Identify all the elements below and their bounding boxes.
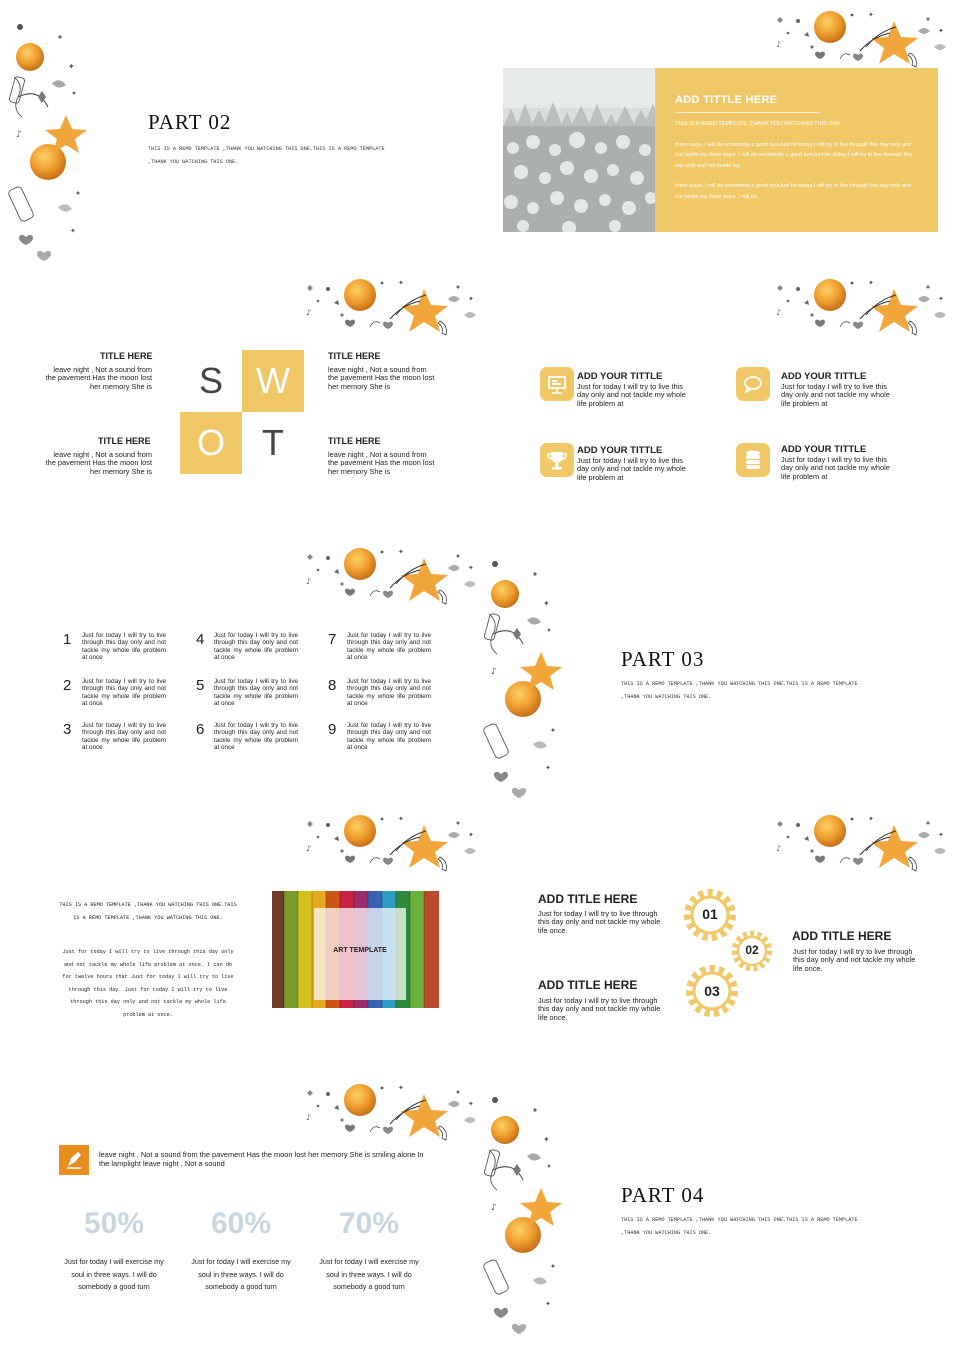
gear-title-1: ADD TITLE HERE <box>538 892 638 906</box>
item-number-9: 9 <box>328 721 337 738</box>
item-number-5: 5 <box>196 677 205 694</box>
doodle-corner-decoration <box>298 544 478 606</box>
swot-letter-o: O <box>180 412 242 474</box>
part-subtitle: THIS IS A REMO TEMPLATE ,THANK YOU WATCHING THIS ONE.THIS IS A REMO TEMPLATE ,THANK YOU WATCHING THIS ONE. <box>148 146 385 165</box>
item-text-2: Just for today I will try to live through this day only and not tackle my whole life problem at once <box>82 678 166 707</box>
swot-text-4: leave night , Not a sound from the pavement Has the moon lost her memory She is <box>328 450 435 476</box>
stat-text-2: Just for today I will exercise my soul in three ways. I will do somebody a good turn <box>191 1257 291 1291</box>
slide-percentages <box>8 1080 478 1340</box>
gear-label-01: 01 <box>702 906 718 922</box>
swot-text-3: leave night , Not a sound from the pavement Has the moon lost her memory She is <box>45 450 152 476</box>
stat-text-3: Just for today I will exercise my soul in three ways. I will do somebody a good turn <box>319 1257 419 1291</box>
snowy-forest-photo <box>503 68 655 232</box>
feature-text-4: Just for today I will try to live this day only and not tackle my whole life problem at <box>781 455 890 481</box>
body-text: Just for today I will try to live through this day only and not tackle my whole life problem at once. I can do for twelve hours that Just for today I will try to live through this day. Just for today I will try to live through this day only and not tackle my whole life problem at once. <box>62 949 234 1018</box>
part-subtitle: THIS IS A REMO TEMPLATE ,THANK YOU WATCHING THIS ONE.THIS IS A REMO TEMPLATE ,THANK YOU WATCHING THIS ONE. <box>621 681 858 700</box>
stat-value-1: 50% <box>83 1207 145 1240</box>
gear-text-2: Just for today I will try to live through this day only and not tackle my whole life once. <box>793 947 916 973</box>
doodle-corner-decoration <box>768 7 953 69</box>
intro-text: THIS IS A REMO TEMPLATE ,THANK YOU WATCHING THIS ONE.THIS IS A REMO TEMPLATE ,THANK YOU WATCHING THIS ONE. <box>59 902 237 921</box>
panel-paragraph-2: three ways. I will do somebody a good turnJust for today I will try to live through this day only and not tackle my three ways. I will do <box>675 183 912 200</box>
stat-text-1: Just for today I will exercise my soul in three ways. I will do somebody a good turn <box>64 1257 164 1291</box>
slide-four-features <box>483 275 953 535</box>
feature-title-2: ADD YOUR TITTLE <box>781 371 867 382</box>
colored-pencils-image <box>272 891 439 1008</box>
swot-title-2: TITLE HERE <box>328 351 381 361</box>
gear-title-2: ADD TITLE HERE <box>792 929 892 943</box>
part-title: PART 04 <box>621 1183 705 1207</box>
gear-label-02: 02 <box>745 943 759 957</box>
slide-gears <box>483 811 953 1071</box>
feature-title-4: ADD YOUR TITTLE <box>781 444 867 455</box>
swot-title-3: TITLE HERE <box>98 436 151 446</box>
item-text-6: Just for today I will try to live through this day only and not tackle my whole life problem at once <box>214 722 298 751</box>
item-number-2: 2 <box>63 677 72 694</box>
yellow-text-panel <box>655 68 938 232</box>
presentation-icon <box>540 367 574 401</box>
feature-title-1: ADD YOUR TITTLE <box>577 371 663 382</box>
chat-icon <box>736 367 770 401</box>
panel-paragraph-1: three ways. I will do somebody a good turnJust for today I will try to live through this day only and not tackle my three ways. I will do somebody a good turnJust for today I will try to live through this day only and not tackle my <box>675 141 913 169</box>
item-number-1: 1 <box>63 631 72 648</box>
database-icon <box>736 443 770 477</box>
feature-title-3: ADD YOUR TITTLE <box>577 445 663 456</box>
item-number-4: 4 <box>196 631 205 648</box>
gear-text-1: Just for today I will try to live through this day only and not tackle my whole life once. <box>538 909 661 935</box>
part-title: PART 02 <box>148 110 232 134</box>
item-text-9: Just for today I will try to live through this day only and not tackle my whole life problem at once <box>347 722 431 751</box>
doodle-corner-decoration <box>298 1080 478 1142</box>
item-text-4: Just for today I will try to live through this day only and not tackle my whole life problem at once <box>214 632 298 661</box>
panel-subtitle: THIS IS A REMO TEMPLATE ,THANK YOU WATCHING THIS ONE <box>675 121 841 127</box>
swot-title-4: TITLE HERE <box>328 436 381 446</box>
panel-heading: ADD TITTLE HERE <box>675 94 778 106</box>
doodle-corner-decoration <box>768 811 953 873</box>
slide-part-04 <box>483 1080 953 1340</box>
doodle-side-decoration <box>8 7 98 267</box>
slide-part-03 <box>483 544 953 804</box>
swot-letter-t: T <box>242 412 304 474</box>
slide-part-02 <box>8 7 478 267</box>
slide-image-text <box>483 7 953 267</box>
gear-text-3: Just for today I will try to live through this day only and not tackle my whole life once. <box>538 996 661 1022</box>
stat-value-3: 70% <box>338 1207 400 1240</box>
doodle-corner-decoration <box>298 275 478 337</box>
slide-swot <box>8 275 478 535</box>
pencil-icon <box>59 1145 89 1175</box>
item-text-3: Just for today I will try to live through this day only and not tackle my whole life problem at once <box>82 722 166 751</box>
item-number-8: 8 <box>328 677 337 694</box>
panel-divider <box>675 112 820 113</box>
doodle-corner-decoration <box>768 275 953 337</box>
doodle-side-decoration <box>483 1080 573 1340</box>
art-template-label: ART TEMPLATE <box>333 947 387 954</box>
intro-text: leave night , Not a sound from the pavement Has the moon lost her memory She is smiling alone In the lamplight leave night , Not a sound <box>99 1150 424 1168</box>
gear-label-03: 03 <box>704 983 720 999</box>
feature-text-2: Just for today I will try to live this day only and not tackle my whole life problem at <box>781 382 890 408</box>
swot-letter-w: W <box>242 350 304 412</box>
item-number-3: 3 <box>63 721 72 738</box>
item-number-6: 6 <box>196 721 205 738</box>
feature-text-1: Just for today I will try to live this day only and not tackle my whole life problem at <box>577 382 686 408</box>
item-number-7: 7 <box>328 631 337 648</box>
part-title: PART 03 <box>621 647 705 671</box>
trophy-icon <box>540 443 574 477</box>
item-text-8: Just for today I will try to live through this day only and not tackle my whole life problem at once <box>347 678 431 707</box>
swot-title-1: TITLE HERE <box>100 351 153 361</box>
slide-numbered-list <box>8 544 478 804</box>
item-text-7: Just for today I will try to live through this day only and not tackle my whole life problem at once <box>347 632 431 661</box>
part-subtitle: THIS IS A REMO TEMPLATE ,THANK YOU WATCHING THIS ONE.THIS IS A REMO TEMPLATE ,THANK YOU WATCHING THIS ONE. <box>621 1217 858 1236</box>
swot-text-2: leave night , Not a sound from the pavement Has the moon lost her memory She is <box>328 365 435 391</box>
item-text-1: Just for today I will try to live through this day only and not tackle my whole life problem at once <box>82 632 166 661</box>
gear-title-3: ADD TITLE HERE <box>538 978 638 992</box>
item-text-5: Just for today I will try to live through this day only and not tackle my whole life problem at once <box>214 678 298 707</box>
doodle-corner-decoration <box>298 811 478 873</box>
slide-art-template <box>8 811 478 1071</box>
gear-graphic <box>676 881 796 1031</box>
feature-text-3: Just for today I will try to live this day only and not tackle my whole life problem at <box>577 456 686 482</box>
stat-value-2: 60% <box>210 1207 272 1240</box>
doodle-side-decoration <box>483 544 573 804</box>
swot-text-1: leave night , Not a sound from the pavement Has the moon lost her memory She is <box>45 365 152 391</box>
swot-letter-s: S <box>180 350 242 412</box>
